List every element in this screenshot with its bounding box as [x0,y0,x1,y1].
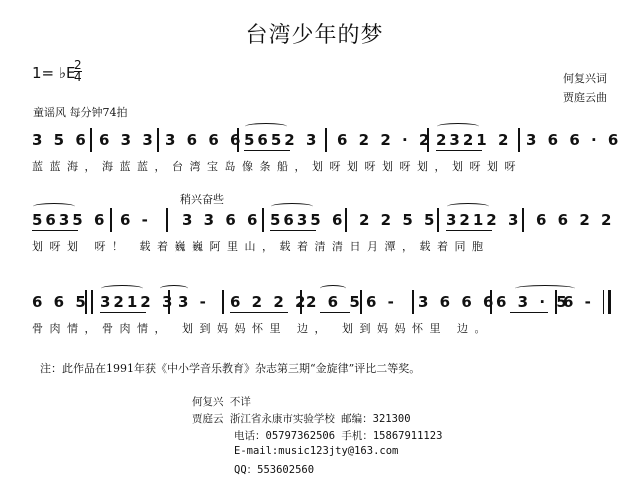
measure: 2321 2 [436,131,512,149]
underline-beam [100,312,146,313]
final-barline-thick [608,290,611,314]
measure: 5635 6 [32,211,108,229]
slur-mark [437,123,479,130]
measure: 6 6 2 2 [536,211,615,229]
barline [222,290,224,314]
slur-mark [447,203,489,210]
measure: 3 6 6 6 [418,293,497,311]
measure: 3 5 6 [32,131,89,149]
barline [412,290,414,314]
measure: 3 6 6 · 6 [526,131,622,149]
contact-email: E-mail:music123jty@163.com [234,445,399,457]
measure: 2 2 5 5 [359,211,438,229]
contact-qq: QQ：553602560 [234,464,315,476]
contact-line-2: 贾庭云 浙江省永康市实验学校 邮编：321300 [192,413,411,425]
slur-mark [33,203,75,210]
measure: 6 2 2 2 [230,293,309,311]
measure: 3212 3 [446,211,522,229]
measure: 6 6 5 [32,293,89,311]
slur-mark [101,285,143,292]
measure: 6 - [366,293,397,311]
lyrics-line-2: 划呀划 呀！ 载着巍巍阿里山，载着清清日月潭，载着同胞 [32,240,490,253]
measure: 6 - [120,211,151,229]
composer-credit: 贾庭云曲 [563,91,607,104]
measure: 5635 6 [270,211,346,229]
barline [325,128,327,152]
slur-mark [271,203,313,210]
slur-mark [245,123,287,130]
time-signature-bottom: 4 [74,70,82,84]
measure: 2 6 5 [306,293,363,311]
measure: 3212 3 [100,293,176,311]
measure: 6 2 2 · 2 [337,131,433,149]
tie-mark [515,285,575,292]
underline-beam [32,230,78,231]
tempo-marking: 童谣风 每分钟74拍 [33,106,128,119]
underline-beam [270,230,316,231]
measure: 3 3 6 6 [182,211,261,229]
barline [90,128,92,152]
barline [157,128,159,152]
contact-line-1: 何复兴 不详 [192,396,251,408]
underline-beam [244,150,290,151]
measure: 6 3 3 [99,131,156,149]
measure: 6 - [563,293,594,311]
lyrics-line-1: 蓝蓝海，海蓝蓝，台湾宝岛像条船，划呀划呀划呀划，划呀划呀 [32,160,522,173]
time-signature-top: 2 [74,58,82,72]
barline [166,208,168,232]
barline [522,208,524,232]
tie-mark [160,285,188,292]
underline-beam [436,150,482,151]
contact-phone: 电话：05797362506 手机：15867911123 [234,430,443,442]
barline [262,208,264,232]
lyricist-credit: 何复兴词 [563,72,607,85]
final-barline-thin [603,290,604,314]
barline [518,128,520,152]
slur-mark [320,285,346,292]
underline-beam [230,312,288,313]
measure: 5652 3 [244,131,320,149]
underline-beam [320,312,350,313]
underline-beam [446,230,492,231]
underline-beam [510,312,548,313]
lyrics-line-3: 骨肉情，骨肉情， 划到妈妈怀里 边， 划到妈妈怀里 边。 [32,322,492,335]
expression-annotation: 稍兴奋些 [180,193,224,206]
barline [91,290,93,314]
barline [110,208,112,232]
song-title: 台湾少年的梦 [245,23,384,48]
key-signature: 1= ♭E [32,64,76,82]
award-footnote: 注：此作品在1991年获《中小学音乐教育》杂志第三期“金旋律”评比二等奖。 [40,362,421,375]
time-signature [74,60,82,83]
measure: 3 - [178,293,209,311]
measure: 3 6 6 6 [165,131,244,149]
score-line-2 [0,208,629,268]
score-line-1 [0,128,629,188]
score-line-3 [0,290,629,350]
measure: 6 3 · 5 [496,293,570,311]
